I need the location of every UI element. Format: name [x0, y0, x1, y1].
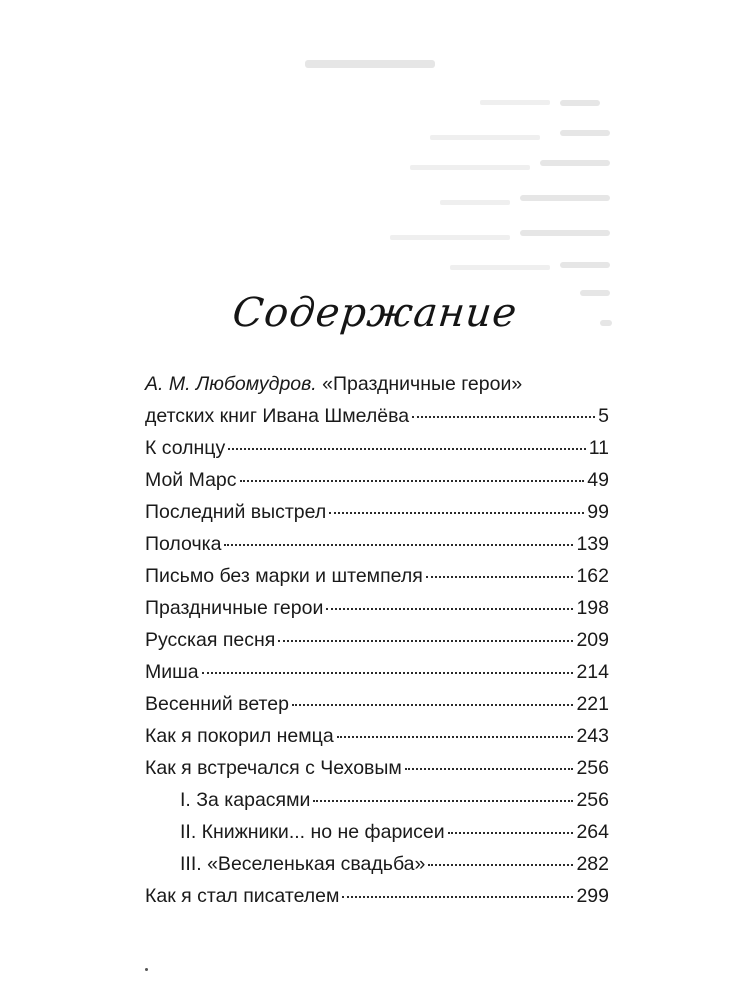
toc-entry: [145, 368, 609, 432]
toc-entry-page: 209: [576, 629, 609, 651]
toc-entry-title: Как я стал писателем: [145, 885, 340, 907]
toc-entry-page: 243: [576, 725, 609, 747]
toc-entry: [145, 720, 609, 752]
toc-entry: [145, 592, 609, 624]
dot-leader: [221, 529, 576, 550]
dot-leader: [409, 401, 598, 422]
toc-entry-page: 11: [588, 437, 609, 459]
toc-entry-title: Миша: [145, 661, 199, 683]
dot-leader: [225, 433, 589, 454]
dot-leader: [445, 817, 577, 838]
toc-entry-title: II. Книжники... но не фарисеи: [180, 821, 445, 843]
print-speck: [145, 968, 148, 971]
toc-entry: [145, 528, 609, 560]
toc-entry: [145, 464, 609, 496]
toc-entry: [145, 656, 609, 688]
toc-entry-page: 162: [576, 565, 609, 587]
dot-leader: [323, 593, 576, 614]
toc-entry-page: 198: [576, 597, 609, 619]
toc-entry-page: 139: [576, 533, 609, 555]
toc-subentry: [145, 816, 609, 848]
toc-entry: [145, 624, 609, 656]
toc-entry-author: А. М. Любомудров.: [145, 373, 317, 395]
toc-entry-page: 256: [576, 789, 609, 811]
toc-subentry: [145, 848, 609, 880]
toc-entry-first-line: [145, 368, 609, 400]
toc-entry: [145, 432, 609, 464]
dot-leader: [275, 625, 576, 646]
toc-entry-second-line: [145, 400, 609, 432]
table-of-contents: [145, 368, 609, 912]
toc-entry-title: «Праздничные герои»: [322, 373, 523, 395]
toc-entry-page: 214: [576, 661, 609, 683]
toc-entry: [145, 688, 609, 720]
dot-leader: [310, 785, 576, 806]
toc-entry-page: 299: [576, 885, 609, 907]
toc-entry-title: Праздничные герои: [145, 597, 324, 619]
toc-entry-title: Как я покорил немца: [145, 725, 334, 747]
dot-leader: [334, 721, 577, 742]
toc-entry-title: Полочка: [145, 533, 222, 555]
toc-entry: [145, 880, 609, 912]
dot-leader: [339, 881, 576, 902]
toc-entry-title-continued: детских книг Ивана Шмелёва: [145, 405, 410, 427]
toc-entry-page: 221: [576, 693, 609, 715]
toc-entry-page: 256: [576, 757, 609, 779]
toc-subentry: [145, 784, 609, 816]
dot-leader: [425, 849, 576, 870]
dot-leader: [326, 497, 587, 518]
dot-leader: [237, 465, 588, 486]
toc-entry-title: Русская песня: [145, 629, 276, 651]
toc-entry-title: Последний выстрел: [145, 501, 327, 523]
toc-entry-page: 99: [587, 501, 609, 523]
dot-leader: [199, 657, 577, 678]
contents-heading: Содержание: [230, 290, 520, 336]
toc-entry-page: 282: [576, 853, 609, 875]
toc-entry-title: К солнцу: [145, 437, 226, 459]
toc-entry-page: 264: [576, 821, 609, 843]
toc-entry-title: Как я встречался с Чеховым: [145, 757, 402, 779]
toc-entry: [145, 496, 609, 528]
dot-leader: [402, 753, 577, 774]
toc-entry-page: 49: [587, 469, 609, 491]
toc-entry: [145, 752, 609, 784]
toc-entry-title: III. «Веселенькая свадьба»: [180, 853, 426, 875]
toc-entry-page: 5: [598, 405, 609, 427]
toc-entry: [145, 560, 609, 592]
dot-leader: [423, 561, 577, 582]
toc-entry-title: I. За карасями: [180, 789, 311, 811]
dot-leader: [289, 689, 577, 710]
toc-entry-title: Письмо без марки и штемпеля: [145, 565, 423, 587]
toc-entry-title: Мой Марс: [145, 469, 237, 491]
toc-entry-title: Весенний ветер: [145, 693, 289, 715]
